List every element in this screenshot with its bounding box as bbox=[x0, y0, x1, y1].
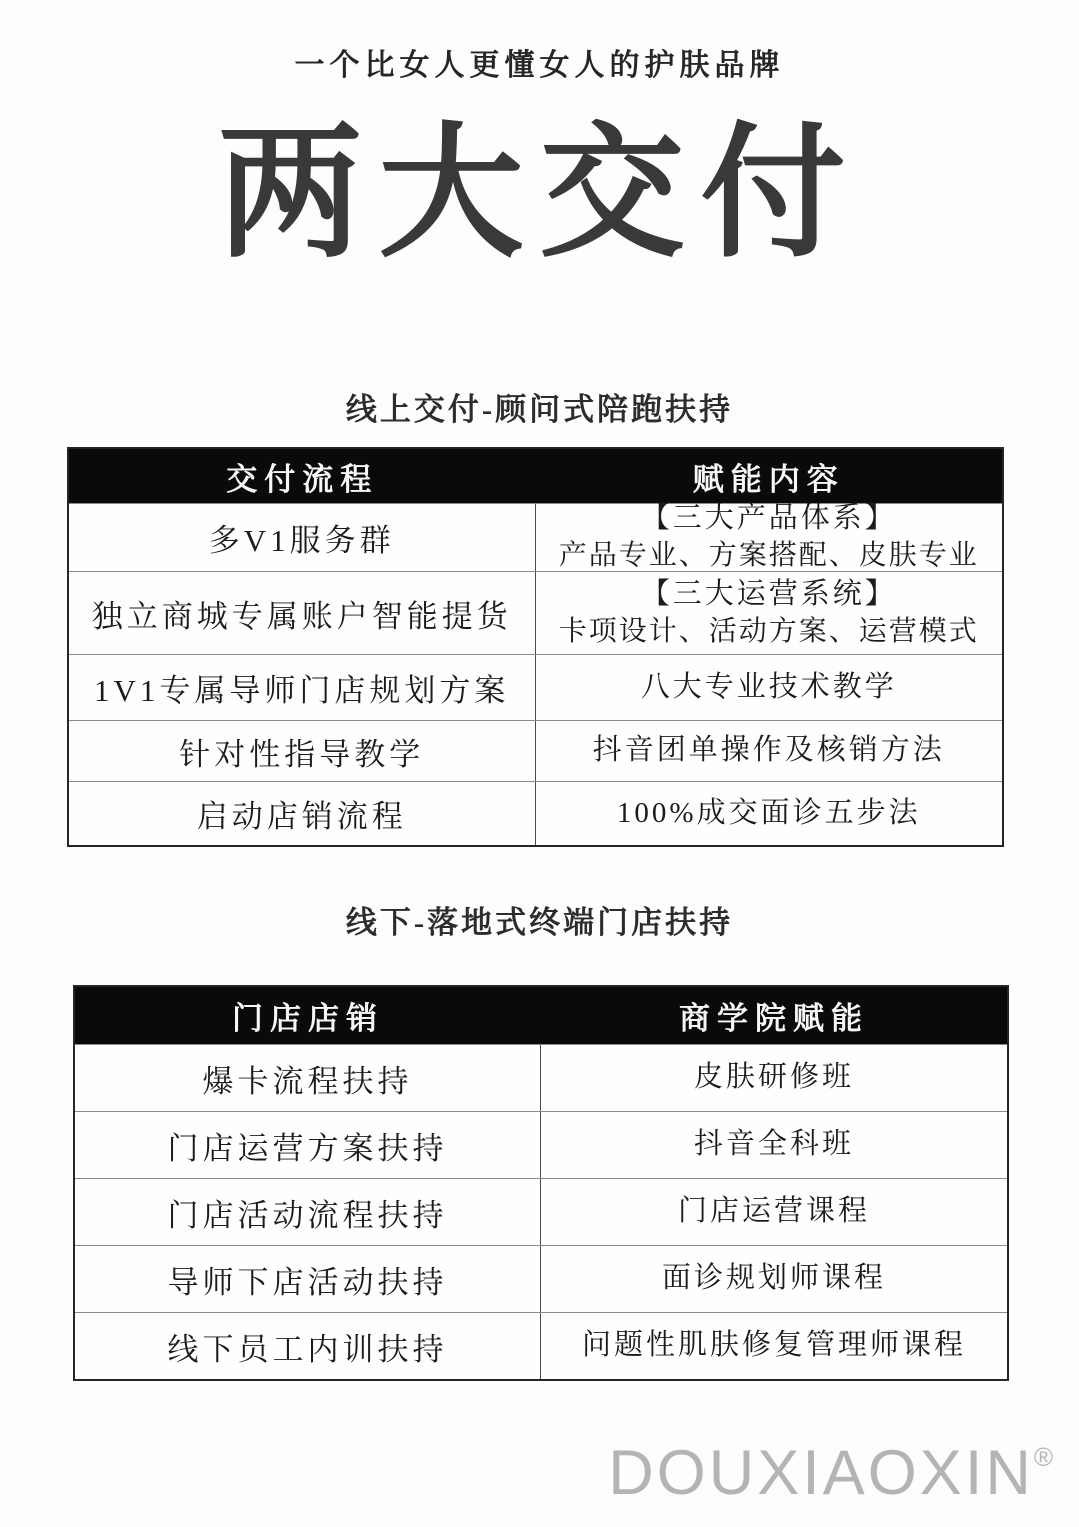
cell-content bbox=[536, 504, 1003, 571]
table-header-row bbox=[75, 987, 1007, 1044]
cell-academy bbox=[541, 1179, 1007, 1245]
offline-support-table bbox=[73, 985, 1009, 1381]
cell-process: 启动店销流程 bbox=[69, 782, 536, 845]
cell-content-line1: 【三大运营系统】 bbox=[640, 577, 897, 610]
cell-store-sales: 爆卡流程扶持 bbox=[75, 1045, 541, 1111]
cell-academy-line1: 面诊规划师课程 bbox=[661, 1262, 886, 1295]
section-heading-offline: 线下-落地式终端门店扶持 bbox=[345, 905, 734, 940]
header-cell-academy-empowerment: 商学院赋能 bbox=[679, 1001, 869, 1036]
table-row bbox=[75, 1312, 1007, 1379]
cell-academy bbox=[541, 1246, 1007, 1312]
table-row bbox=[75, 1111, 1007, 1178]
cell-content-line2: 产品专业、方案搭配、皮肤专业 bbox=[558, 540, 979, 572]
cell-content-line2: 卡项设计、活动方案、运营模式 bbox=[558, 615, 979, 647]
cell-academy bbox=[541, 1045, 1007, 1111]
cell-store-sales: 导师下店活动扶持 bbox=[75, 1246, 541, 1312]
table-row bbox=[75, 1044, 1007, 1111]
table-row bbox=[75, 1245, 1007, 1312]
cell-process: 多V1服务群 bbox=[69, 504, 536, 571]
header-cell-empowerment-content: 赋能内容 bbox=[692, 461, 845, 497]
table-row bbox=[69, 781, 1002, 845]
cell-content-line1: 八大专业技术教学 bbox=[640, 670, 897, 703]
cell-academy-line1: 抖音全科班 bbox=[693, 1128, 854, 1161]
table-header-row bbox=[69, 449, 1002, 503]
brand-tagline: 一个比女人更懂女人的护肤品牌 bbox=[294, 49, 785, 82]
page-title: 两大交付 bbox=[217, 115, 862, 275]
cell-academy bbox=[541, 1112, 1007, 1178]
table-row bbox=[69, 571, 1002, 654]
table-row bbox=[69, 503, 1002, 571]
table-row bbox=[69, 654, 1002, 720]
table-row bbox=[75, 1178, 1007, 1245]
cell-academy bbox=[541, 1313, 1007, 1379]
watermark-text: DOUXIAOXIN bbox=[608, 1438, 1034, 1508]
cell-store-sales: 门店活动流程扶持 bbox=[75, 1179, 541, 1245]
cell-content bbox=[536, 655, 1003, 720]
cell-academy-line1: 问题性肌肤修复管理师课程 bbox=[581, 1329, 966, 1362]
brand-watermark bbox=[608, 1437, 1053, 1509]
cell-content bbox=[536, 782, 1003, 845]
table-row bbox=[69, 720, 1002, 781]
cell-academy-line1: 门店运营课程 bbox=[677, 1195, 870, 1228]
cell-process: 针对性指导教学 bbox=[69, 721, 536, 781]
header-cell-delivery-process: 交付流程 bbox=[226, 461, 379, 497]
cell-content bbox=[536, 572, 1003, 654]
registered-trademark-icon: ® bbox=[1033, 1442, 1053, 1472]
cell-content bbox=[536, 721, 1003, 781]
section-heading-online: 线上交付-顾问式陪跑扶持 bbox=[345, 392, 734, 427]
online-delivery-table bbox=[67, 447, 1004, 847]
cell-content-line1: 100%成交面诊五步法 bbox=[616, 796, 921, 829]
cell-academy-line1: 皮肤研修班 bbox=[693, 1061, 854, 1094]
cell-store-sales: 线下员工内训扶持 bbox=[75, 1313, 541, 1379]
cell-process: 1V1专属导师门店规划方案 bbox=[69, 655, 536, 720]
cell-content-line1: 抖音团单操作及核销方法 bbox=[592, 734, 945, 767]
cell-store-sales: 门店运营方案扶持 bbox=[75, 1112, 541, 1178]
cell-content-line1: 【三大产品体系】 bbox=[640, 502, 897, 535]
header-cell-store-sales: 门店店销 bbox=[232, 1001, 384, 1036]
cell-process: 独立商城专属账户智能提货 bbox=[69, 572, 536, 654]
